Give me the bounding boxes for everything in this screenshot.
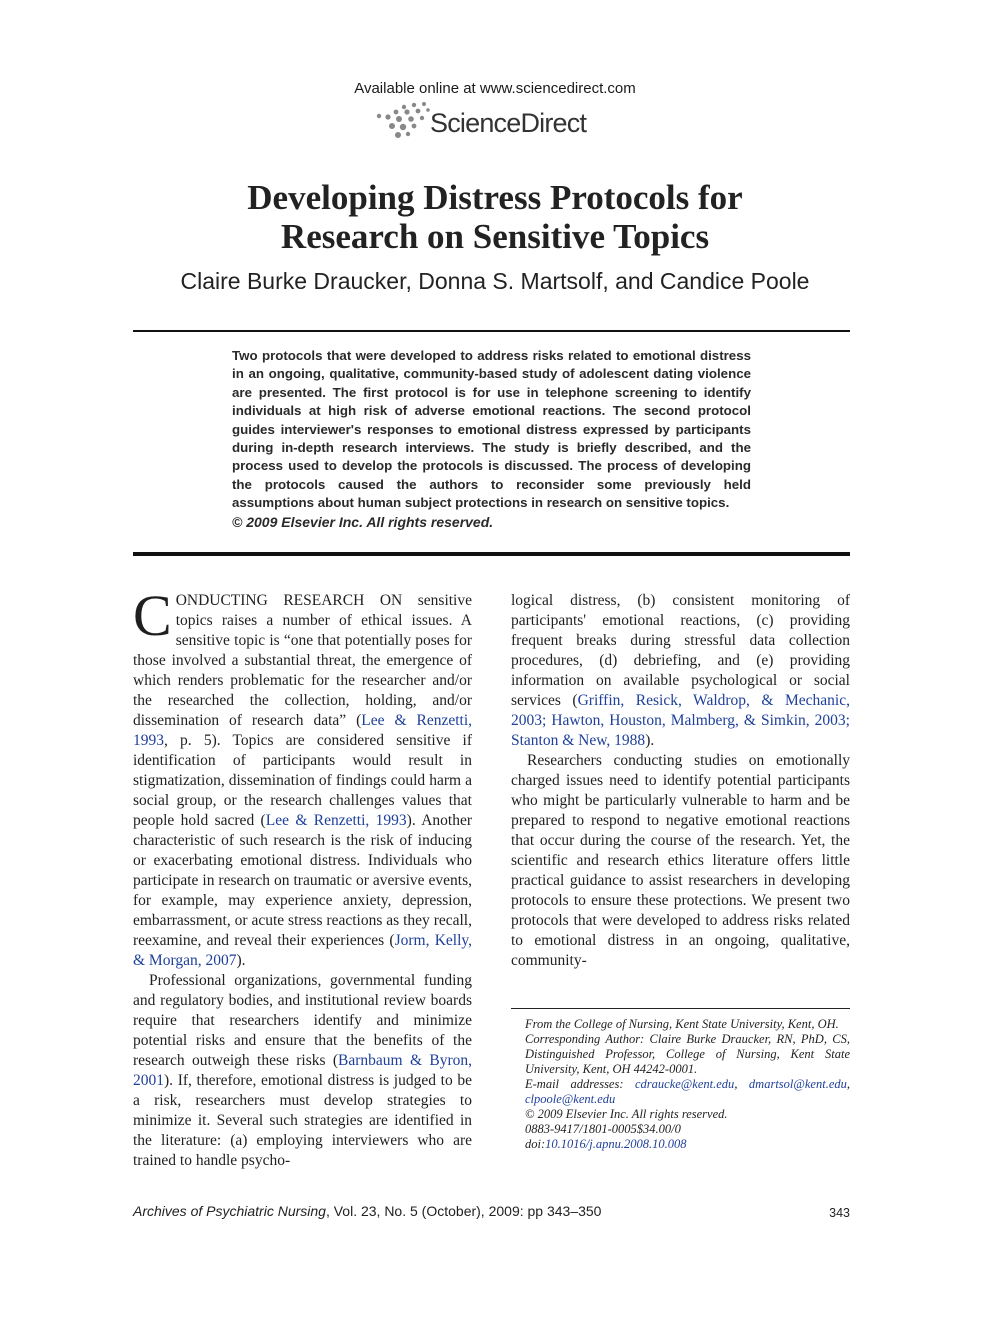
journal-citation bbox=[133, 1203, 601, 1219]
body-column-left bbox=[133, 583, 472, 1171]
journal-name: Archives of Psychiatric Nursing bbox=[133, 1203, 326, 1219]
text-run: ). bbox=[645, 732, 655, 749]
abstract-bottom-rule bbox=[133, 552, 850, 556]
abstract-copyright: © 2009 Elsevier Inc. All rights reserved. bbox=[232, 513, 494, 530]
page-number: 343 bbox=[829, 1206, 850, 1220]
email-link[interactable]: dmartsol@kent.edu bbox=[748, 1077, 847, 1091]
footnotes bbox=[511, 1017, 850, 1152]
body-column-right bbox=[511, 591, 850, 971]
corresponding-author-note: Corresponding Author: Claire Burke Draucker, RN, PhD, CS, Distinguished Professor, College of Nursing, Kent State University, Kent, OH 44242-0001. bbox=[525, 1032, 850, 1076]
citation-link[interactable]: Jorm, Kelly, & Morgan, 2007 bbox=[133, 932, 472, 969]
doi-link[interactable]: 10.1016/j.apnu.2008.10.008 bbox=[545, 1137, 687, 1151]
email-link[interactable]: cdraucke@kent.edu bbox=[635, 1077, 735, 1091]
author-list: Claire Burke Draucker, Donna S. Martsolf, and Candice Poole bbox=[180, 268, 810, 294]
paragraph bbox=[133, 583, 472, 971]
abstract-top-rule bbox=[133, 330, 850, 332]
text-run: sensitive topics raises a number of ethical issues. A sensitive topic is “one that potentially poses for those involved a substantial threat, the emergence of which renders problematic for the researcher and/or the researched the collection, holding, and/or dissemination of research data” ( bbox=[133, 592, 472, 729]
email-label: E-mail addresses: bbox=[525, 1077, 635, 1091]
text-run: , p. 5). Topics are considered sensitive if identification of participants would result in stigmatization, dissemination of findings could harm a social group, or the research challenges values that people hold sacred ( bbox=[133, 732, 472, 829]
abstract bbox=[232, 347, 751, 531]
citation-link[interactable]: Barnbaum & Byron, 2001 bbox=[133, 1052, 472, 1089]
abstract-text: Two protocols that were developed to address risks related to emotional distress in an ongoing, qualitative, community-based study of adolescent dating violence are presented. The first protocol is for use in telephone screening to identify individuals at high risk of adverse emotional reactions. The second protocol guides interviewer's responses to emotional distress expressed by participants during in-depth research interviews. The study is briefly described, and the process used to develop the protocols is discussed. The process of developing the protocols caused the authors to reconsider some previously held assumptions about human subject protections in research on sensitive topics. bbox=[232, 348, 751, 511]
journal-info: , Vol. 23, No. 5 (October), 2009: pp 343–350 bbox=[325, 1203, 602, 1219]
title-line-1: Developing Distress Protocols for bbox=[247, 178, 743, 217]
title-line-2: Research on Sensitive Topics bbox=[280, 217, 710, 256]
separator: , bbox=[846, 1077, 850, 1091]
email-note bbox=[511, 1077, 850, 1107]
article-title bbox=[100, 178, 890, 256]
affiliation-note: From the College of Nursing, Kent State University, Kent, OH. bbox=[525, 1017, 839, 1031]
paragraph: Researchers conducting studies on emotionally charged issues need to identify potential participants who might be particularly vulnerable to harm and be prepared to respond to negative emotional reactions that occur during the course of the research. Yet, the scientific and research ethics literature offers little practical guidance to assist researchers in developing protocols to ensure these protections. We present two protocols that were developed to address risks related to emotional distress in an ongoing, qualitative, community- bbox=[511, 752, 850, 969]
opening-caps: ONDUCTING RESEARCH ON bbox=[175, 592, 403, 609]
text-run: logical distress, (b) consistent monitoring of participants' emotional reactions, (c) providing frequent breaks during stressful data collection procedures, (d) debriefing, and (e) providing information on available psychological or social services ( bbox=[511, 592, 850, 709]
paragraph bbox=[511, 591, 850, 751]
text-run: Professional organizations, governmental funding and regulatory bodies, and institutional review boards require that researchers identify and minimize potential risks and ensure that the benefits of the research outweigh these risks ( bbox=[133, 972, 472, 1069]
doi-label: doi: bbox=[525, 1137, 546, 1151]
text-run: ). If, therefore, emotional distress is judged to be a risk, researchers must develop strategies to minimize it. Several such strategies are identified in the literature: (a) employing interviewers who are trained to handle psycho- bbox=[133, 1072, 472, 1169]
separator: , bbox=[734, 1077, 738, 1091]
copyright-note: © 2009 Elsevier Inc. All rights reserved. bbox=[525, 1107, 728, 1121]
available-online-text: Available online at www.sciencedirect.com bbox=[354, 80, 636, 97]
paragraph bbox=[133, 971, 472, 1171]
text-run: ). Another characteristic of such research is the risk of inducing or exacerbating emotional distress. Individuals who participate in research on traumatic or aversive events, for example, may experience anxiety, depression, embarrassment, or acute stress reactions as they recall, reexamine, and reveal their experiences ( bbox=[133, 812, 472, 949]
drop-cap: C bbox=[133, 583, 172, 648]
citation-link[interactable]: Lee & Renzetti, 1993 bbox=[265, 812, 407, 829]
sciencedirect-logo[interactable] bbox=[374, 100, 614, 144]
email-link[interactable]: clpoole@kent.edu bbox=[525, 1092, 616, 1106]
sciencedirect-wordmark: ScienceDirect bbox=[430, 108, 587, 138]
footnote-rule bbox=[511, 1008, 850, 1009]
citation-link[interactable]: Lee & Renzetti, 1993 bbox=[133, 712, 472, 749]
sciencedirect-dots-icon bbox=[374, 100, 434, 144]
issn-note: 0883-9417/1801-0005$34.00/0 bbox=[525, 1122, 681, 1136]
citation-link[interactable]: Griffin, Resick, Waldrop, & Mechanic, 2003; Hawton, Houston, Malmberg, & Simkin, 2003; Stanton & New, 1988 bbox=[511, 692, 850, 749]
text-run: ). bbox=[236, 952, 246, 969]
doi-note bbox=[511, 1137, 850, 1152]
